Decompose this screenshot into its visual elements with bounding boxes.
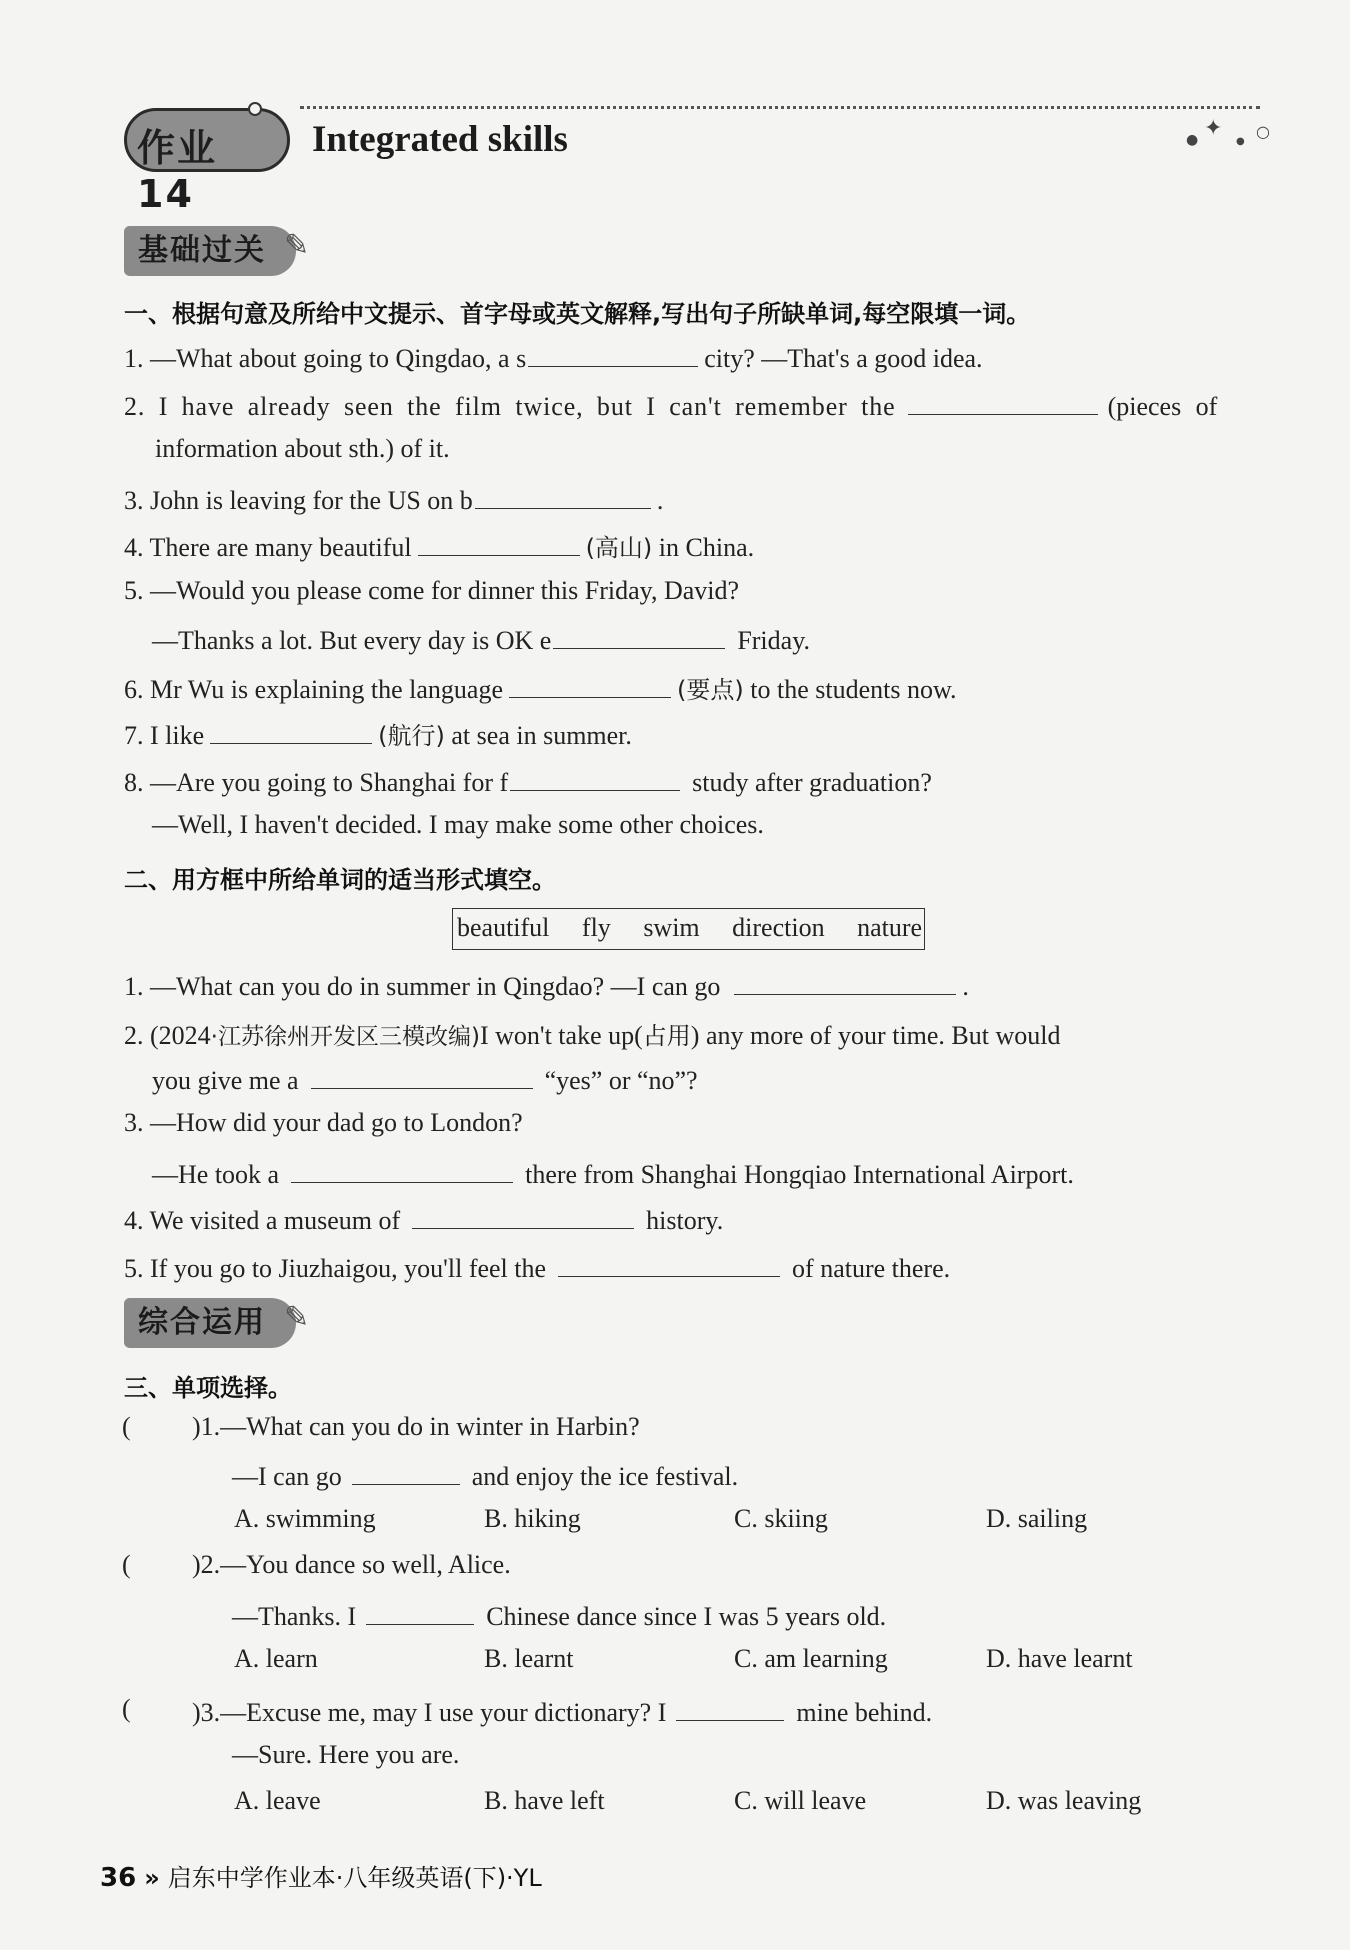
- s1-q3-text: 3. John is leaving for the US on b: [124, 486, 473, 515]
- s3-q1-text: —What can you do in winter in Harbin?: [220, 1412, 640, 1441]
- s2-q3-reply-end: there from Shanghai Hongqiao International Airport.: [525, 1160, 1074, 1189]
- s2-q4-text: 4. We visited a museum of: [124, 1206, 401, 1235]
- answer-blank[interactable]: [291, 1156, 513, 1183]
- s1-q5-reply-end: Friday.: [737, 626, 811, 655]
- s1-q1-text-end: city? —That's a good idea.: [704, 344, 983, 373]
- sparkle-star-icon: ✦: [1204, 116, 1223, 141]
- s1-question-4: [124, 528, 754, 563]
- answer-blank[interactable]: [908, 388, 1098, 415]
- s2-question-1: [124, 968, 969, 1002]
- section3-heading: 三、单项选择。: [124, 1374, 292, 1402]
- option-a[interactable]: A. learn: [234, 1644, 318, 1673]
- footer-book-title: 启东中学作业本·八年级英语(下)·YL: [167, 1864, 542, 1892]
- answer-paren-3[interactable]: (: [122, 1694, 131, 1723]
- s1-q7-text: 7. I like: [124, 721, 205, 750]
- answer-blank[interactable]: [676, 1694, 784, 1721]
- sparkle-dot-small-icon: ●: [1236, 136, 1245, 147]
- s2-q2-year: 2. (2024: [124, 1021, 211, 1050]
- option-a[interactable]: A. swimming: [234, 1504, 376, 1533]
- word-box-item: direction: [732, 913, 825, 942]
- s2-q1-text: 1. —What can you do in summer in Qingdao? —I can go: [124, 972, 721, 1001]
- s1-question-6: [124, 670, 957, 705]
- s1-question-3: [124, 482, 663, 516]
- page-number: 36: [100, 1863, 137, 1893]
- s1-q5-reply-text: —Thanks a lot. But every day is OK e: [152, 626, 552, 655]
- option-b[interactable]: B. have left: [484, 1786, 605, 1815]
- s3-q3-number: )3.: [192, 1698, 221, 1727]
- answer-blank[interactable]: [352, 1458, 460, 1485]
- s1-q5-reply: [152, 622, 810, 656]
- s3-question-3: [192, 1694, 932, 1728]
- section-tag-basic: [124, 226, 296, 276]
- s3-q1-reply-end: and enjoy the ice festival.: [471, 1462, 739, 1491]
- word-box-item: swim: [643, 913, 700, 942]
- answer-blank[interactable]: [558, 1250, 780, 1277]
- s1-q4-hint: (高山): [585, 534, 653, 562]
- section-tag-comprehensive: [124, 1298, 296, 1348]
- s1-q6-hint: (要点): [677, 676, 744, 704]
- option-d[interactable]: D. sailing: [986, 1504, 1088, 1533]
- double-chevron-icon: »: [144, 1864, 160, 1892]
- s2-q2-text: I won't take up(: [479, 1021, 643, 1050]
- section-tag-basic-label: 基础过关: [138, 233, 266, 268]
- homework-badge-label: 作业 14: [137, 126, 218, 216]
- s1-q8-text: 8. —Are you going to Shanghai for f: [124, 768, 509, 797]
- s2-q5-text-end: of nature there.: [792, 1254, 951, 1283]
- word-box-item: fly: [581, 913, 611, 942]
- answer-blank[interactable]: [412, 1202, 634, 1229]
- s2-q2-text-cont: ) any more of your time. But would: [690, 1021, 1061, 1050]
- option-c[interactable]: C. skiing: [734, 1504, 828, 1533]
- s2-question-4: [124, 1202, 723, 1236]
- s2-q5-text: 5. If you go to Jiuzhaigou, you'll feel the: [124, 1254, 547, 1283]
- s1-q2-continued: information about sth.) of it.: [155, 434, 450, 463]
- answer-blank[interactable]: [366, 1598, 474, 1625]
- s3-question-1: [192, 1412, 640, 1442]
- s3-q3-text-end: mine behind.: [796, 1698, 933, 1727]
- option-b[interactable]: B. hiking: [484, 1504, 581, 1533]
- s1-q2-hint: (pieces of: [1107, 392, 1218, 421]
- s1-q4-text-end: in China.: [658, 533, 755, 562]
- s1-question-7: [124, 716, 632, 751]
- option-a[interactable]: A. leave: [234, 1786, 321, 1815]
- s3-q2-reply-text: —Thanks. I: [232, 1602, 357, 1631]
- header-dotted-rule: [300, 106, 1260, 109]
- s3-question-2: [192, 1550, 511, 1580]
- s2-question-3: 3. —How did your dad go to London?: [124, 1108, 523, 1137]
- s2-q2-text-end: “yes” or “no”?: [544, 1066, 698, 1095]
- word-box-item: nature: [857, 913, 923, 942]
- s1-q1-text: 1. —What about going to Qingdao, a s: [124, 344, 527, 373]
- pencil-icon: ✎: [284, 1300, 310, 1335]
- answer-blank[interactable]: [475, 482, 651, 509]
- s1-q8-text-end: study after graduation?: [692, 768, 932, 797]
- section-tag-comprehensive-label: 综合运用: [138, 1305, 266, 1340]
- answer-blank[interactable]: [510, 764, 680, 791]
- option-b[interactable]: B. learnt: [484, 1644, 574, 1673]
- s1-q3-text-end: .: [656, 486, 664, 515]
- s3-q2-number: )2.: [192, 1550, 221, 1579]
- answer-paren-2[interactable]: (: [122, 1550, 131, 1579]
- answer-blank[interactable]: [418, 529, 580, 556]
- s1-q6-text-end: to the students now.: [750, 675, 957, 704]
- s1-q7-text-end: at sea in summer.: [451, 721, 632, 750]
- answer-blank[interactable]: [509, 671, 671, 698]
- s2-q3-reply-text: —He took a: [152, 1160, 280, 1189]
- s3-q3-text: —Excuse me, may I use your dictionary? I: [220, 1698, 667, 1727]
- s3-q2-reply-end: Chinese dance since I was 5 years old.: [486, 1602, 887, 1631]
- option-d[interactable]: D. was leaving: [986, 1786, 1142, 1815]
- section1-heading: 一、根据句意及所给中文提示、首字母或英文解释,写出句子所缺单词,每空限填一词。: [124, 300, 1031, 328]
- s1-q4-text: 4. There are many beautiful: [124, 533, 412, 562]
- word-box-item: beautiful: [457, 913, 550, 942]
- s2-q2-text2: you give me a: [152, 1066, 299, 1095]
- s3-q1-number: )1.: [192, 1412, 221, 1441]
- section2-heading: 二、用方框中所给单词的适当形式填空。: [124, 866, 556, 894]
- page-title: Integrated skills: [312, 119, 568, 160]
- s1-q6-text: 6. Mr Wu is explaining the language: [124, 675, 504, 704]
- option-c[interactable]: C. will leave: [734, 1786, 867, 1815]
- option-d[interactable]: D. have learnt: [986, 1644, 1133, 1673]
- s1-question-1: [124, 340, 983, 374]
- s1-q2-text: 2. I have already seen the film twice, but I can't remember the: [124, 392, 896, 421]
- sparkle-dot-icon: ●: [1186, 132, 1199, 148]
- word-box: [452, 908, 925, 950]
- s2-q2-hint: 占用: [642, 1022, 691, 1050]
- page-footer: [100, 1858, 542, 1893]
- answer-blank[interactable]: [311, 1062, 533, 1089]
- s2-q3-reply: [152, 1156, 1074, 1190]
- s3-q1-reply-text: —I can go: [232, 1462, 342, 1491]
- s3-q2-reply: [232, 1598, 886, 1632]
- answer-blank[interactable]: [553, 622, 725, 649]
- answer-blank[interactable]: [528, 340, 698, 367]
- badge-ring-icon: [248, 102, 262, 116]
- s2-q2-source: ·江苏徐州开发区三模改编): [210, 1024, 480, 1050]
- s1-q7-hint: (航行): [378, 722, 445, 750]
- s3-q3-reply: —Sure. Here you are.: [232, 1740, 460, 1769]
- answer-paren-1[interactable]: (: [122, 1412, 131, 1441]
- s3-q2-text: —You dance so well, Alice.: [220, 1550, 511, 1579]
- s2-question-2: [124, 1016, 1061, 1051]
- s1-question-8: [124, 764, 932, 798]
- s2-q2-continued: [152, 1062, 698, 1096]
- s2-question-5: [124, 1250, 950, 1284]
- answer-blank[interactable]: [734, 968, 956, 995]
- answer-blank[interactable]: [210, 717, 372, 744]
- pencil-icon: ✎: [284, 228, 310, 263]
- option-c[interactable]: C. am learning: [734, 1644, 888, 1673]
- s3-q1-reply: [232, 1458, 738, 1492]
- s2-q1-text-end: .: [962, 972, 969, 1001]
- s1-question-2: [124, 388, 1274, 422]
- s1-q8-reply: —Well, I haven't decided. I may make some other choices.: [152, 810, 764, 839]
- s1-question-5: 5. —Would you please come for dinner this Friday, David?: [124, 576, 740, 605]
- homework-badge: [124, 108, 290, 216]
- s2-q4-text-end: history.: [646, 1206, 724, 1235]
- sparkle-ring-icon: ○: [1256, 122, 1270, 141]
